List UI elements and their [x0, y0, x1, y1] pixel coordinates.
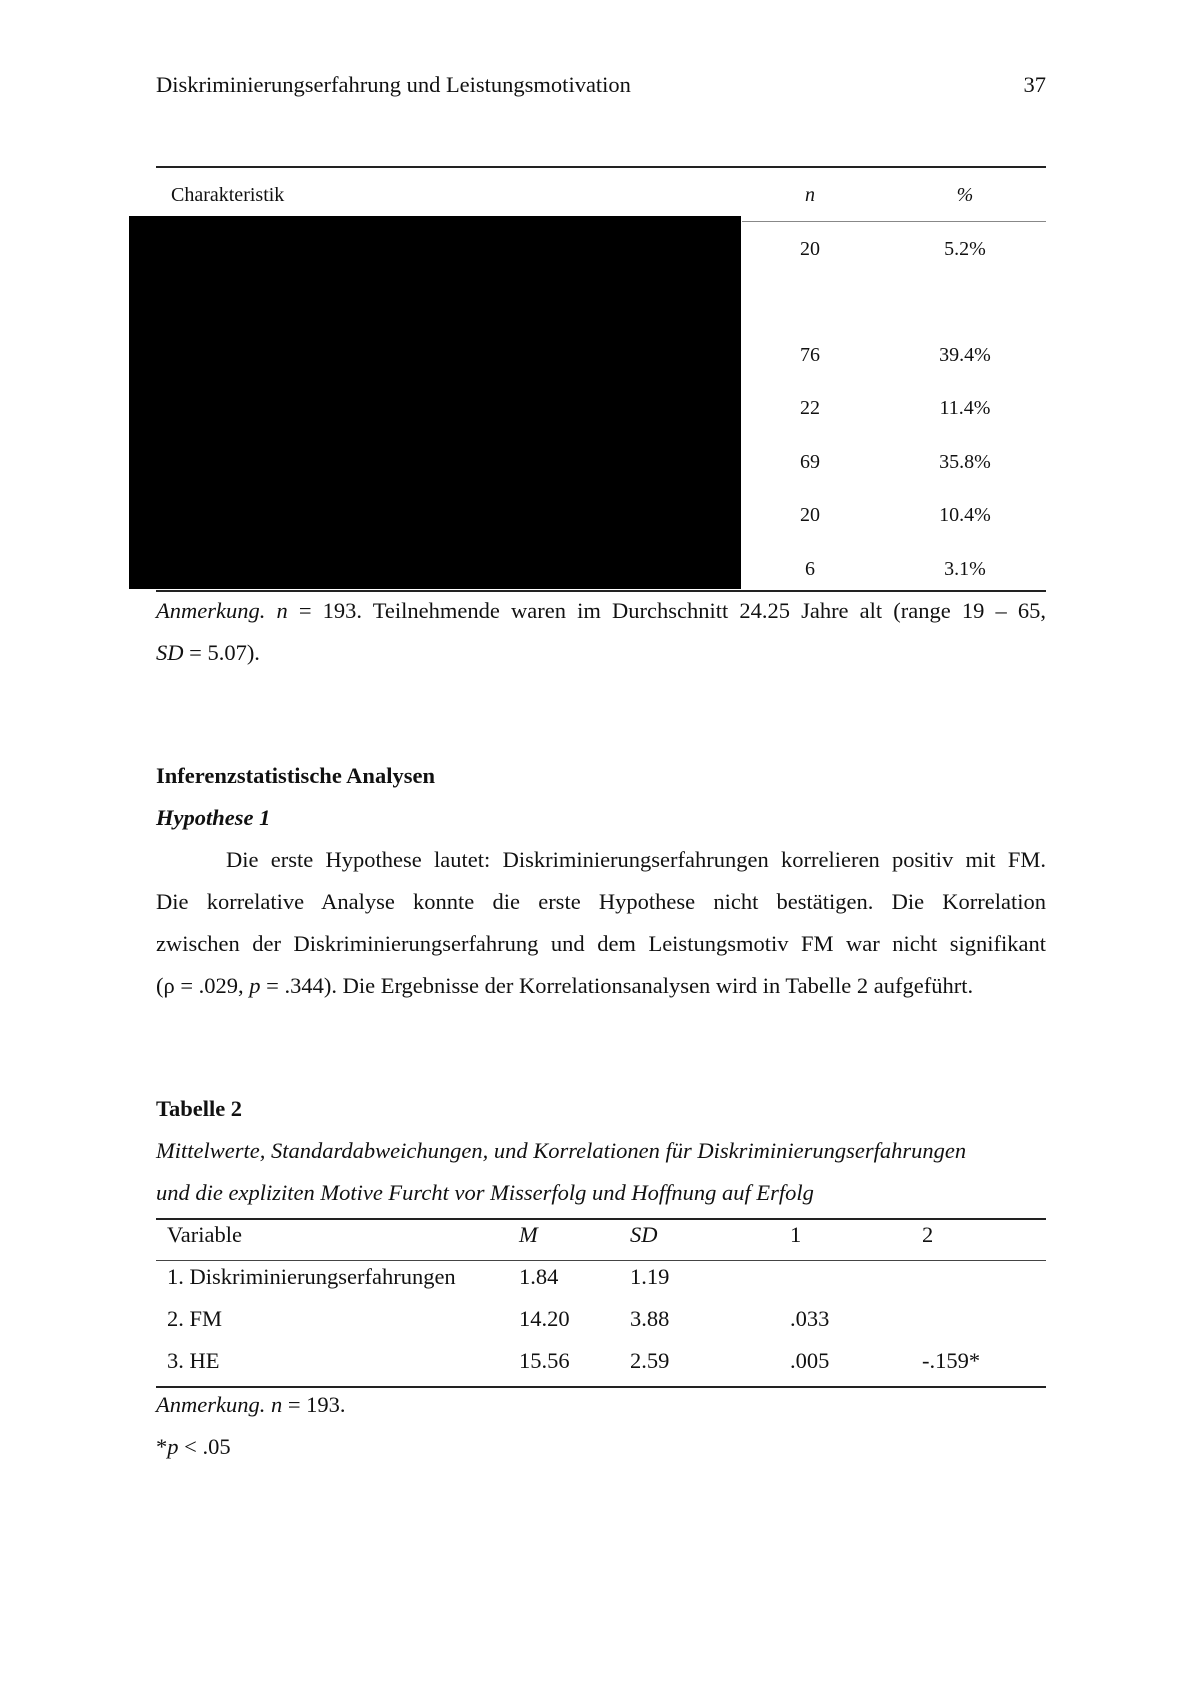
- table-2-cell-sd: 1.19: [630, 1264, 670, 1289]
- running-header-title: Diskriminierungserfahrung und Leistungsmotivation: [156, 72, 631, 97]
- p-symbol: p: [249, 973, 261, 998]
- table-1-header-characteristic: Charakteristik: [171, 184, 285, 206]
- table-2-cell-2: -.159*: [922, 1348, 981, 1373]
- table-1-top-rule: [156, 166, 1046, 168]
- redaction-block: [129, 216, 741, 589]
- table-1-cell-n: 69: [800, 451, 820, 473]
- note-n-symbol: n: [270, 1392, 283, 1417]
- page-number: 37: [1023, 72, 1046, 97]
- note-text: = 193.: [282, 1392, 346, 1417]
- significance-note: [156, 1434, 231, 1460]
- table-2-header-1: 1: [790, 1222, 802, 1247]
- table-1-bottom-rule: [156, 590, 1046, 592]
- paragraph-line: Die erste Hypothese lautet: Diskriminierungserfahrungen korrelieren positiv mit FM.: [226, 847, 1046, 872]
- table-1-header-percent: %: [956, 184, 974, 206]
- table-2-cell-m: 15.56: [519, 1348, 570, 1373]
- table-1-cell-percent: 11.4%: [939, 397, 991, 419]
- table-2-cell-m: 1.84: [519, 1264, 559, 1289]
- table-2-top-rule: [156, 1218, 1046, 1220]
- sig-text: < .05: [178, 1434, 231, 1459]
- table-1-note-continued: [156, 640, 260, 666]
- table-2-header-m: M: [519, 1222, 538, 1247]
- table-2-caption-continued: und die expliziten Motive Furcht vor Misserfolg und Hoffnung auf Erfolg: [156, 1180, 814, 1205]
- table-2-cell-1: .033: [790, 1306, 830, 1331]
- table-1-cell-n: 22: [800, 397, 820, 419]
- paragraph-text: (ρ = .029,: [156, 973, 250, 998]
- table-1-cell-n: 20: [800, 504, 820, 526]
- table-2-cell-m: 14.20: [519, 1306, 570, 1331]
- table-1-cell-n: 6: [805, 558, 815, 580]
- table-1-header-rule: [742, 221, 1046, 222]
- note-sd-symbol: SD: [156, 640, 184, 665]
- note-n-symbol: n: [276, 598, 288, 623]
- table-2-bottom-rule: [156, 1386, 1046, 1388]
- paragraph-line: Die korrelative Analyse konnte die erste Hypothese nicht bestätigen. Die Korrelation: [156, 889, 1046, 914]
- note-label: Anmerkung.: [156, 598, 266, 623]
- table-2-header-sd: SD: [630, 1222, 658, 1247]
- p-symbol: p: [167, 1434, 179, 1459]
- note-text: = 5.07).: [183, 640, 260, 665]
- paragraph-text: = .344). Die Ergebnisse der Korrelationsanalysen wird in Tabelle 2 aufgeführt.: [260, 973, 974, 998]
- table-2-cell-sd: 3.88: [630, 1306, 670, 1331]
- table-2-cell-variable: 2. FM: [167, 1306, 223, 1331]
- table-2-caption: Mittelwerte, Standardabweichungen, und Korrelationen für Diskriminierungserfahrungen: [156, 1138, 967, 1163]
- table-1-cell-percent: 5.2%: [944, 238, 986, 260]
- table-2-header-rule: [156, 1260, 1046, 1261]
- table-1-note: [156, 598, 1046, 624]
- table-2-cell-sd: 2.59: [630, 1348, 670, 1373]
- table-1-cell-percent: 3.1%: [944, 558, 986, 580]
- table-2-header-2: 2: [922, 1222, 934, 1247]
- section-heading: Inferenzstatistische Analysen: [156, 763, 435, 788]
- table-1-cell-n: 20: [800, 238, 820, 260]
- note-label: Anmerkung.: [156, 1392, 266, 1417]
- note-text: = 193. Teilnehmende waren im Durchschnitt 24.25 Jahre alt (range 19 – 65,: [287, 598, 1046, 623]
- paragraph-line: [156, 973, 1046, 999]
- subsection-heading: Hypothese 1: [156, 805, 271, 830]
- table-2-label: Tabelle 2: [156, 1096, 243, 1121]
- table-1-cell-n: 76: [800, 344, 820, 366]
- table-2-cell-variable: 3. HE: [167, 1348, 220, 1373]
- sig-star: *: [156, 1434, 168, 1459]
- table-2-cell-variable: 1. Diskriminierungserfahrungen: [167, 1264, 456, 1289]
- table-2-header-variable: Variable: [167, 1222, 242, 1247]
- table-2-cell-1: .005: [790, 1348, 830, 1373]
- table-1-cell-percent: 39.4%: [939, 344, 991, 366]
- table-1-cell-percent: 10.4%: [939, 504, 991, 526]
- paragraph-line: zwischen der Diskriminierungserfahrung und dem Leistungsmotiv FM war nicht signifikant: [156, 931, 1046, 956]
- table-2-note: [156, 1392, 346, 1418]
- table-1-cell-percent: 35.8%: [939, 451, 991, 473]
- table-1-header-n: n: [805, 184, 815, 206]
